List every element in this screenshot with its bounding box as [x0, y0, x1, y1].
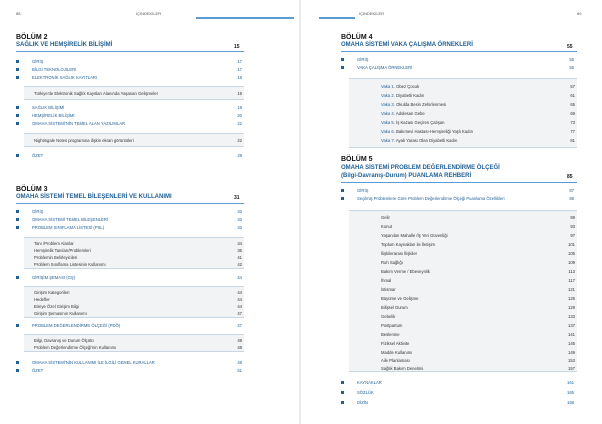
toc-subentry[interactable]: Bakım Verme / Ebeveynlik 113: [381, 269, 575, 274]
toc-subentry[interactable]: Gelir 89: [381, 215, 575, 220]
toc-subsection-box: [349, 210, 577, 372]
toc-subentry[interactable]: Problem Sınıflama Listesinin Kullanımı 42: [34, 262, 242, 267]
toc-entry[interactable]: GİRİŞİM ŞEMASI (GŞ) 44: [16, 274, 242, 281]
toc-subentry[interactable]: Toplum Kaynakları ile İletişim 101: [381, 242, 575, 247]
toc-subentry[interactable]: Beslenme 141: [381, 332, 575, 337]
right-page: [301, 0, 602, 424]
toc-subsection-box: [24, 286, 244, 318]
toc-subsection-box: [24, 133, 244, 147]
page-number: 89: [577, 11, 582, 16]
running-head: İÇİNDEKİLER: [359, 10, 384, 18]
toc-subentry[interactable]: Tanı /Problem Alanlar 34: [34, 241, 242, 246]
toc-subentry[interactable]: Gebelik 133: [381, 314, 575, 319]
toc-subsection-box: [24, 237, 244, 269]
chapter-page: 85: [567, 174, 573, 180]
toc-entry[interactable]: OMAHA SİSTEMİ'NİN TEMEL ALAN YAZILIMLAR 22: [16, 120, 242, 127]
toc-subsection-box: [349, 78, 577, 148]
toc-subentry[interactable]: Madde Kullanımı 149: [381, 350, 575, 355]
toc-subentry[interactable]: İhmal 117: [381, 278, 575, 283]
chapter-label: BÖLÜM 3: [16, 186, 48, 193]
toc-subentry[interactable]: Vaka 4. Adolesan Gebe 69: [381, 111, 575, 116]
chapter-label: BÖLÜM 5: [341, 156, 373, 163]
toc-subentry[interactable]: Vaka 6. Bakımevi Hastası-Hemşireliği Yaşlı Kadın 77: [381, 129, 575, 134]
chapter-title: OMAHA SİSTEMİ PROBLEM DEĞERLENDİRME ÖLÇEĞİ: [341, 165, 500, 171]
toc-subentry[interactable]: Aile Planlaması 153: [381, 358, 575, 363]
page-number: 88: [16, 11, 21, 16]
toc-subentry[interactable]: Problemin Belirleyicileri 41: [34, 255, 242, 260]
toc-subentry[interactable]: Problem Değerlendirme Ölçeği'nin Kullanımı 48: [34, 345, 242, 350]
toc-entry[interactable]: OMAHA SİSTEMİ TEMEL BİLEŞENLERİ 33: [16, 216, 242, 223]
toc-subentry[interactable]: Bilişsel Durum 129: [381, 305, 575, 310]
toc-subentry[interactable]: Postpartum 137: [381, 323, 575, 328]
toc-subentry[interactable]: Fiziksel Aktivite 145: [381, 341, 575, 346]
toc-subentry[interactable]: Vaka 1. Obez Çocuk 57: [381, 84, 575, 89]
toc-entry[interactable]: GİRİŞ 55: [341, 56, 574, 63]
toc-subentry[interactable]: Türkiye'de Elektronik Sağlık Kayıtları Alanında Yaşanan Gelişmeler 19: [34, 91, 242, 96]
chapter-title: OMAHA SİSTEMİ VAKA ÇALIŞMA ÖRNEKLERİ: [341, 42, 473, 48]
toc-entry[interactable]: PROBLEM DEĞERLENDİRME ÖLÇEĞİ (PDÖ) 47: [16, 322, 242, 329]
chapter-page: 55: [567, 44, 573, 50]
toc-subentry[interactable]: Hemşirelik Tanıları/Problemleri 36: [34, 248, 242, 253]
toc-subentry[interactable]: Vaka 3. Okulda Besin Zehirlenmesi 65: [381, 102, 575, 107]
toc-subentry[interactable]: İlişkilerarası İlişkiler 105: [381, 251, 575, 256]
toc-subentry[interactable]: Vaka 7. Ayak Yarası Olan Diyabetli Kadın 81: [381, 138, 575, 143]
toc-entry[interactable]: HEMŞİRELİK BİLİŞİMİ 20: [16, 112, 242, 119]
toc-subentry[interactable]: Girişim Kategorileri 44: [34, 290, 242, 295]
toc-subentry[interactable]: Vaka 5. İş Kazası Geçiren Çalışan 73: [381, 120, 575, 125]
toc-subentry[interactable]: İstismar 121: [381, 287, 575, 292]
toc-subentry[interactable]: Sağlık Bakım Denetimi 157: [381, 366, 575, 371]
toc-subentry[interactable]: Nightingale Notes programına ilişkin ekran görüntüleri 22: [34, 138, 242, 143]
toc-entry[interactable]: VAKA ÇALIŞMA ÖRNEKLERİ 56: [341, 64, 574, 71]
chapter-label: BÖLÜM 4: [341, 34, 373, 41]
toc-entry[interactable]: GİRİŞ 17: [16, 58, 242, 65]
toc-entry[interactable]: ELEKTRONİK SAĞLIK KAYITLARI 18: [16, 74, 242, 81]
toc-subentry[interactable]: Vaka 2. Diyabetli Kadın 61: [381, 93, 575, 98]
toc-entry[interactable]: DİZİN 168: [341, 399, 574, 406]
toc-entry[interactable]: BİLGİ TEKNOLOJİLERİ 17: [16, 66, 242, 73]
toc-entry[interactable]: SÖZLÜK 165: [341, 389, 574, 396]
toc-entry[interactable]: KAYNAKLAR 161: [341, 379, 574, 386]
chapter-page: 31: [234, 195, 240, 201]
toc-entry[interactable]: GİRİŞ 87: [341, 187, 574, 194]
running-head: İÇİNDEKİLER: [136, 10, 161, 18]
toc-subentry[interactable]: Bilgi, Davranış ve Durum Ölçütü 48: [34, 338, 242, 343]
toc-subentry[interactable]: Bireye Özel Girişim Bilgi 44: [34, 304, 242, 309]
toc-subsection-box: [24, 86, 244, 100]
chapter-page: 15: [234, 44, 240, 50]
toc-subentry[interactable]: Girişim Şemasının Kullanımı 47: [34, 311, 242, 316]
toc-subentry[interactable]: Yaşanılan Mahalle /İş Yeri Güvenliği 97: [381, 233, 575, 238]
chapter-title: OMAHA SİSTEMİ TEMEL BİLEŞENLERİ VE KULLANIMI: [16, 194, 172, 200]
toc-subentry[interactable]: Konut 93: [381, 224, 575, 229]
toc-entry[interactable]: PROBLEM SINIFLAMA LİSTESİ (PSL) 33: [16, 224, 242, 231]
chapter-label: BÖLÜM 2: [16, 34, 48, 41]
toc-entry[interactable]: Seçilmiş Problemlere Göre Problem Değerlendirme Ölçeği Puanlama Özellikleri 88: [341, 195, 574, 202]
toc-subentry[interactable]: Ruh Sağlığı 109: [381, 260, 575, 265]
toc-entry[interactable]: ÖZET 51: [16, 367, 242, 374]
toc-entry[interactable]: SAĞLIK BİLİŞİMİ 19: [16, 104, 242, 111]
toc-subentry[interactable]: Hedefler 44: [34, 297, 242, 302]
toc-entry[interactable]: GİRİŞ 33: [16, 208, 242, 215]
toc-subentry[interactable]: Büyüme ve Gelişme 125: [381, 296, 575, 301]
toc-entry[interactable]: OMAHA SİSTEMİ'NİN KULLANIMI İLE İLGİLİ GENEL KURALLAR 48: [16, 359, 242, 366]
toc-subsection-box: [24, 334, 244, 352]
toc-entry[interactable]: ÖZET 29: [16, 152, 242, 159]
chapter-title: SAĞLIK VE HEMŞİRELİK BİLİŞİMİ: [16, 42, 113, 48]
chapter-subtitle: (Bilgi-Davranış-Durum) PUANLAMA REHBERİ: [341, 173, 472, 179]
